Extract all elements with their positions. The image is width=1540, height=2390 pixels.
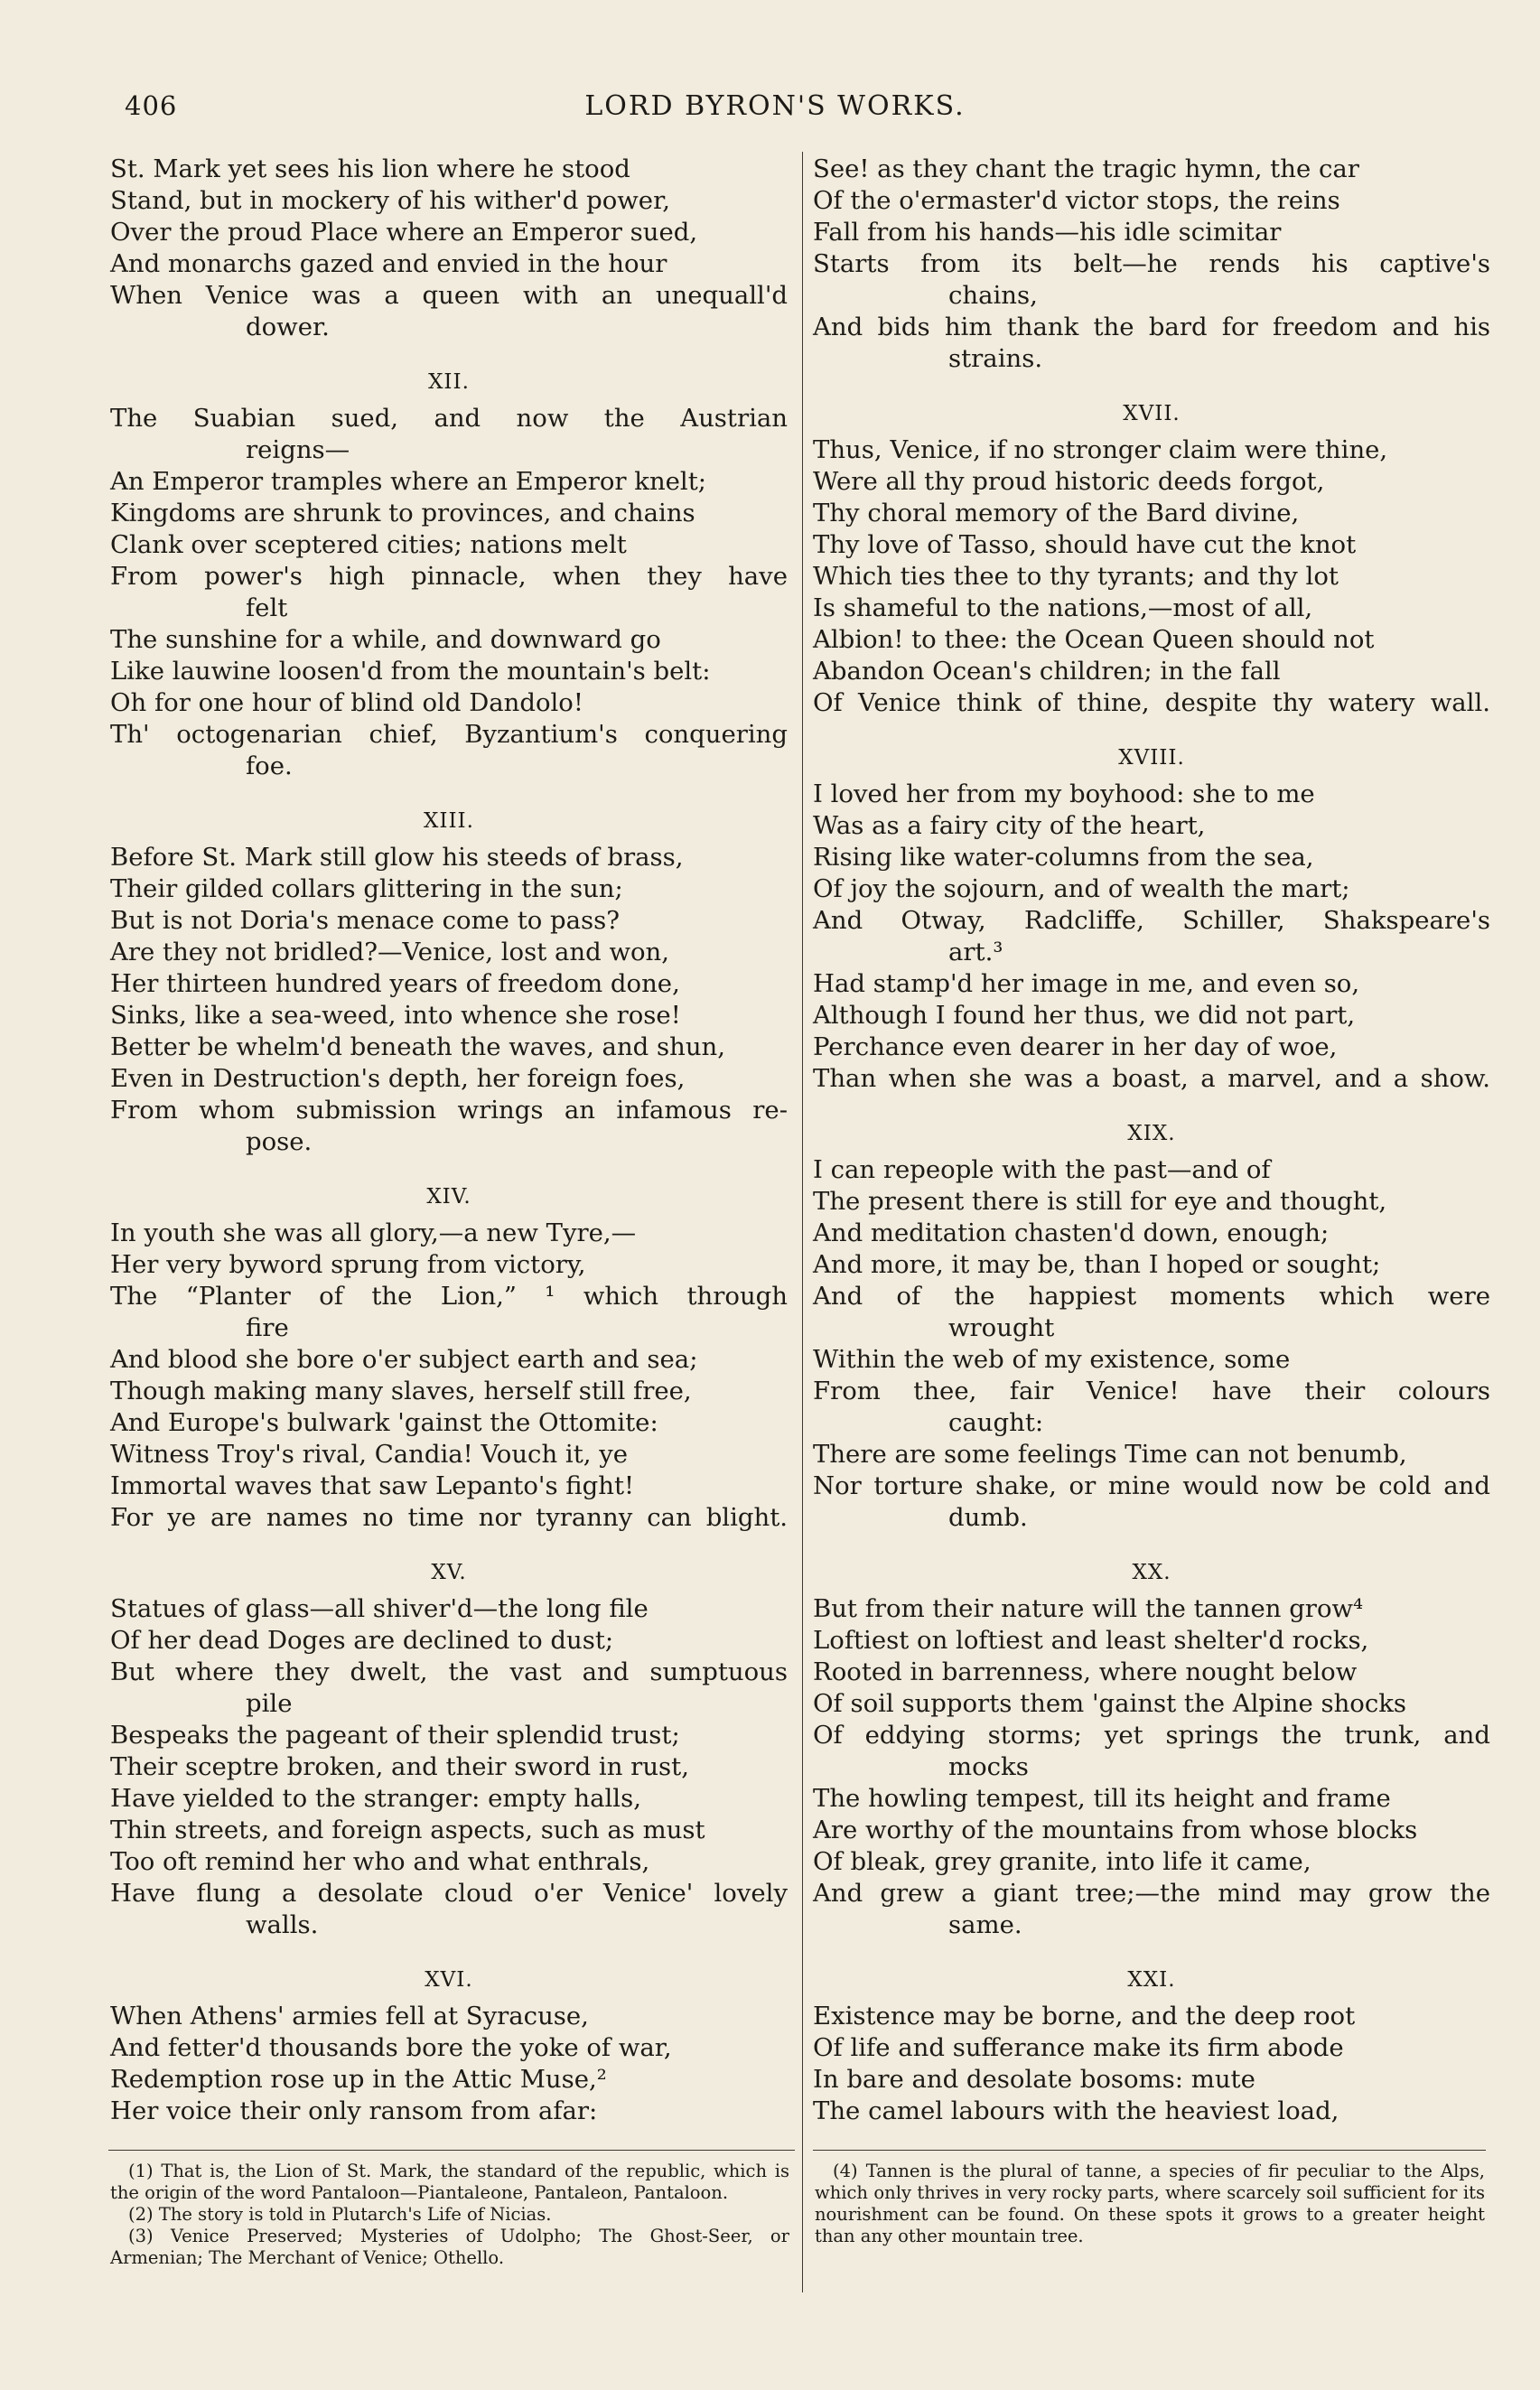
verse-line: Witness Troy's rival, Candia! Vouch it, ye xyxy=(110,1440,629,1469)
verse-line: Abandon Ocean's children; in the fall xyxy=(813,657,1281,686)
verse-line: chains, xyxy=(948,281,1038,310)
verse-line: Nor torture shake, or mine would now be cold and xyxy=(813,1471,1490,1500)
verse-line: From power's high pinnacle, when they have xyxy=(110,562,788,591)
verse-line: See! as they chant the tragic hymn, the car xyxy=(813,154,1359,183)
verse-line: And fetter'd thousands bore the yoke of war, xyxy=(110,2033,672,2062)
verse-line: The sunshine for a while, and downward go xyxy=(110,625,661,654)
verse-line: And of the happiest moments which were xyxy=(813,1282,1490,1311)
stanza-numeral: XV. xyxy=(431,1561,467,1584)
footnote: (3) Venice Preserved; Mysteries of Udolpho; The Ghost-Seer, or Armenian; The Merchant of Venice; Othello. xyxy=(110,2226,789,2268)
stanza-numeral: XXI. xyxy=(1127,1968,1176,1992)
page-header xyxy=(125,85,1425,130)
verse-line: The “Planter of the Lion,” ¹ which through xyxy=(110,1282,788,1311)
verse-line: reigns— xyxy=(246,435,350,464)
verse-line: The present there is still for eye and thought, xyxy=(813,1187,1387,1216)
verse-line: When Venice was a queen with an unequall'd xyxy=(110,281,788,310)
page-number: 406 xyxy=(125,90,178,121)
verse-line: Her voice their only ransom from afar: xyxy=(110,2096,598,2125)
verse-line: Too oft remind her who and what enthrals, xyxy=(110,1847,650,1876)
verse-line: dower. xyxy=(246,313,330,341)
verse-line: The camel labours with the heaviest load, xyxy=(813,2096,1339,2125)
verse-line: I can repeople with the past—and of xyxy=(813,1155,1271,1184)
verse-line: Th' octogenarian chief, Byzantium's conquering xyxy=(110,720,788,749)
verse-line: Are they not bridled?—Venice, lost and won, xyxy=(110,938,669,966)
verse-line: Kingdoms are shrunk to provinces, and chains xyxy=(110,499,695,527)
stanza xyxy=(813,154,1490,375)
verse-line: Her thirteen hundred years of freedom done, xyxy=(110,969,680,998)
verse-line: And grew a giant tree;—the mind may grow the xyxy=(813,1879,1490,1908)
verse-line: Their gilded collars glittering in the sun; xyxy=(110,874,623,903)
verse-line: Of Venice think of thine, despite thy watery wall. xyxy=(813,688,1490,717)
verse-line: felt xyxy=(246,593,288,622)
column-divider xyxy=(802,152,803,2292)
verse-line: Like lauwine loosen'd from the mountain's belt: xyxy=(110,657,711,686)
stanza xyxy=(110,811,788,1158)
verse-line: For ye are names no time nor tyranny can blight. xyxy=(110,1503,788,1532)
verse-line: Fall from his hands—his idle scimitar xyxy=(813,218,1282,247)
verse-line: Clank over sceptered cities; nations melt xyxy=(110,530,627,559)
verse-line: dumb. xyxy=(948,1503,1028,1532)
verse-line: mocks xyxy=(948,1752,1029,1781)
verse-line: Sinks, like a sea-weed, into whence she rose! xyxy=(110,1001,681,1030)
right-column xyxy=(813,154,1490,2127)
verse-line: pose. xyxy=(246,1127,313,1156)
footnote: (4) Tannen is the plural of tanne, a species of fir peculiar to the Alps, which only thrives in very rocky parts, where scarcely soil sufficient for its nourishment can be found. On these spots it grows to a greater height than any other mountain tree. xyxy=(815,2161,1485,2246)
stanza xyxy=(813,748,1490,1095)
verse-line: Stand, but in mockery of his wither'd power, xyxy=(110,186,670,215)
verse-line: And meditation chasten'd down, enough; xyxy=(813,1218,1330,1247)
stanza xyxy=(813,1563,1490,1941)
stanza xyxy=(110,1563,788,1941)
verse-line: Before St. Mark still glow his steeds of brass, xyxy=(110,843,684,872)
verse-line: And blood she bore o'er subject earth and sea; xyxy=(110,1345,698,1374)
verse-line: From whom submission wrings an infamous re- xyxy=(110,1096,788,1125)
footnote: (1) That is, the Lion of St. Mark, the standard of the republic, which is the origin of the word Pantaloon—Piantaleone, Pantaleon, Pantaloon. xyxy=(110,2161,789,2203)
verse-line: Better be whelm'd beneath the waves, and shun, xyxy=(110,1032,725,1061)
stanza-numeral: XVI. xyxy=(425,1968,473,1992)
verse-line: Of life and sufferance make its firm abode xyxy=(813,2033,1344,2062)
verse-line: And bids him thank the bard for freedom and his xyxy=(813,313,1490,341)
verse-line: Although I found her thus, we did not part, xyxy=(813,1001,1356,1030)
verse-line: Redemption rose up in the Attic Muse,² xyxy=(110,2065,607,2094)
stanza xyxy=(110,1970,788,2127)
verse-line: When Athens' armies fell at Syracuse, xyxy=(110,2002,589,2031)
verse-line: Than when she was a boast, a marvel, and a show. xyxy=(813,1064,1490,1093)
stanza-numeral: XII. xyxy=(428,370,470,394)
verse-line: Was as a fairy city of the heart, xyxy=(813,811,1206,840)
verse-line: Perchance even dearer in her day of woe, xyxy=(813,1032,1338,1061)
verse-line: Bespeaks the pageant of their splendid trust; xyxy=(110,1721,680,1750)
verse-line: Immortal waves that saw Lepanto's fight! xyxy=(110,1471,635,1500)
footnote-rule-left xyxy=(108,2150,795,2151)
verse-line: Rising like water-columns from the sea, xyxy=(813,843,1314,872)
stanza-numeral: XVII. xyxy=(1123,402,1181,425)
stanza xyxy=(813,1124,1490,1534)
verse-line: Thy love of Tasso, should have cut the knot xyxy=(813,530,1357,559)
verse-line: Thy choral memory of the Bard divine, xyxy=(813,499,1300,527)
footnotes-right xyxy=(815,2161,1485,2247)
verse-line: But from their nature will the tannen grow⁴ xyxy=(813,1594,1364,1623)
footnote-rule-right xyxy=(813,2150,1486,2151)
stanza-numeral: XVIII. xyxy=(1118,746,1185,770)
stanza xyxy=(110,1187,788,1534)
verse-line: Her very byword sprung from victory, xyxy=(110,1250,586,1279)
verse-line: From thee, fair Venice! have their colours xyxy=(813,1377,1490,1405)
stanza xyxy=(813,1970,1490,2127)
verse-line: Were all thy proud historic deeds forgot, xyxy=(813,467,1325,496)
verse-line: pile xyxy=(246,1689,293,1718)
verse-line: Thin streets, and foreign aspects, such as must xyxy=(110,1816,705,1844)
verse-line: Of the o'ermaster'd victor stops, the reins xyxy=(813,186,1340,215)
verse-line: caught: xyxy=(948,1408,1044,1437)
stanza-numeral: XIX. xyxy=(1127,1122,1176,1145)
verse-line: There are some feelings Time can not benumb, xyxy=(813,1440,1407,1469)
verse-line: Have flung a desolate cloud o'er Venice' lovely xyxy=(110,1879,788,1908)
verse-line: same. xyxy=(948,1910,1022,1939)
verse-line: And monarchs gazed and envied in the hour xyxy=(110,249,667,278)
verse-line: Are worthy of the mountains from whose blocks xyxy=(813,1816,1418,1844)
verse-line: St. Mark yet sees his lion where he stood xyxy=(110,154,630,183)
verse-line: Though making many slaves, herself still free, xyxy=(110,1377,692,1405)
verse-line: Rooted in barrenness, where nought below xyxy=(813,1657,1358,1686)
verse-line: Thus, Venice, if no stronger claim were thine, xyxy=(813,435,1388,464)
verse-line: Existence may be borne, and the deep root xyxy=(813,2002,1356,2031)
verse-line: In bare and desolate bosoms: mute xyxy=(813,2065,1255,2094)
verse-line: The howling tempest, till its height and frame xyxy=(813,1784,1391,1813)
verse-line: And Otway, Radcliffe, Schiller, Shakspeare's xyxy=(813,906,1490,935)
verse-line: Of soil supports them 'gainst the Alpine shocks xyxy=(813,1689,1407,1718)
verse-line: fire xyxy=(246,1313,289,1342)
stanza xyxy=(110,154,788,343)
verse-line: Their sceptre broken, and their sword in rust, xyxy=(110,1752,689,1781)
running-title: LORD BYRON'S WORKS. xyxy=(584,90,966,122)
verse-line: Albion! to thee: the Ocean Queen should not xyxy=(813,625,1375,654)
verse-line: Of her dead Doges are declined to dust; xyxy=(110,1626,614,1655)
verse-line: In youth she was all glory,—a new Tyre,— xyxy=(110,1218,637,1247)
verse-line: wrought xyxy=(948,1313,1055,1342)
verse-line: Had stamp'd her image in me, and even so, xyxy=(813,969,1360,998)
stanza xyxy=(110,372,788,782)
verse-line: Loftiest on loftiest and least shelter'd rocks, xyxy=(813,1626,1369,1655)
stanza-numeral: XIV. xyxy=(426,1185,471,1209)
verse-line: Within the web of my existence, some xyxy=(813,1345,1291,1374)
left-column xyxy=(110,154,788,2127)
stanza xyxy=(813,404,1490,719)
verse-line: An Emperor tramples where an Emperor knelt; xyxy=(110,467,707,496)
verse-line: Is shameful to the nations,—most of all, xyxy=(813,593,1313,622)
verse-line: The Suabian sued, and now the Austrian xyxy=(110,404,788,433)
verse-line: Which ties thee to thy tyrants; and thy lot xyxy=(813,562,1339,591)
verse-line: strains. xyxy=(948,344,1043,373)
verse-line: But where they dwelt, the vast and sumptuous xyxy=(110,1657,788,1686)
verse-line: Over the proud Place where an Emperor sued, xyxy=(110,218,698,247)
verse-line: I loved her from my boyhood: she to me xyxy=(813,780,1315,808)
verse-line: But is not Doria's menace come to pass? xyxy=(110,906,621,935)
verse-line: And more, it may be, than I hoped or sought; xyxy=(813,1250,1381,1279)
verse-line: Starts from its belt—he rends his captive's xyxy=(813,249,1490,278)
verse-line: Even in Destruction's depth, her foreign foes, xyxy=(110,1064,686,1093)
verse-line: Of joy the sojourn, and of wealth the mart; xyxy=(813,874,1350,903)
footnotes-left xyxy=(110,2161,789,2269)
verse-line: foe. xyxy=(246,752,293,780)
verse-line: art.³ xyxy=(948,938,1003,966)
verse-line: Of bleak, grey granite, into life it came, xyxy=(813,1847,1311,1876)
verse-line: walls. xyxy=(246,1910,319,1939)
verse-line: Oh for one hour of blind old Dandolo! xyxy=(110,688,583,717)
verse-line: Statues of glass—all shiver'd—the long file xyxy=(110,1594,649,1623)
verse-line: Of eddying storms; yet springs the trunk, and xyxy=(813,1721,1490,1750)
footnote: (2) The story is told in Plutarch's Life of Nicias. xyxy=(128,2204,552,2225)
stanza-numeral: XX. xyxy=(1132,1561,1171,1584)
verse-line: Have yielded to the stranger: empty halls, xyxy=(110,1784,641,1813)
stanza-numeral: XIII. xyxy=(424,809,474,833)
verse-line: And Europe's bulwark 'gainst the Ottomite: xyxy=(110,1408,658,1437)
